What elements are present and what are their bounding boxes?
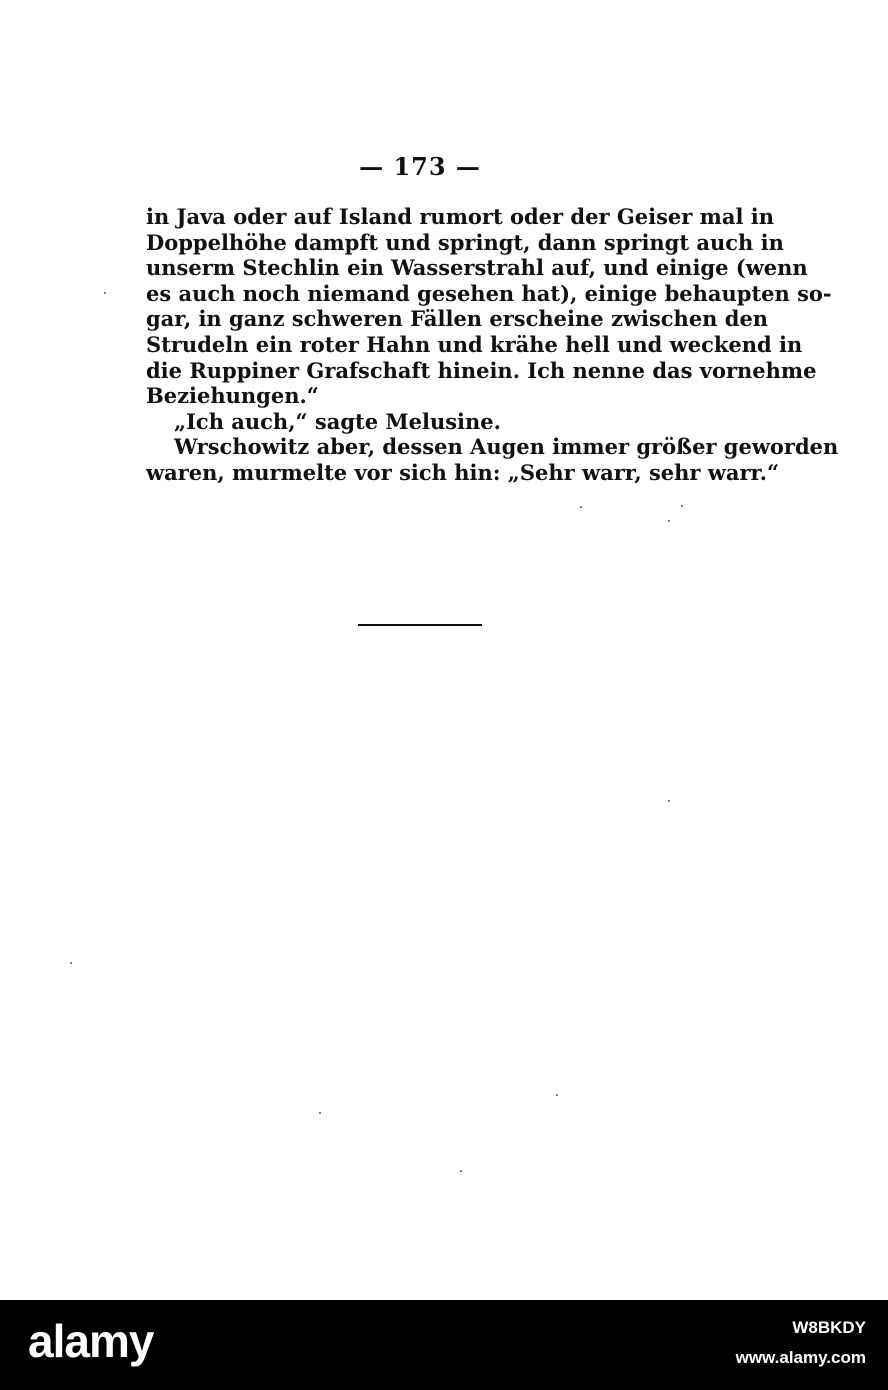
scan-speck <box>681 505 683 507</box>
scan-speck <box>319 1112 321 1114</box>
end-rule <box>358 624 482 626</box>
page-number: — 173 — <box>359 152 481 181</box>
alamy-logo: alamy <box>28 1315 154 1367</box>
scan-speck <box>460 1170 462 1172</box>
text-line: Strudeln ein roter Hahn und krähe hell und weckend in <box>146 331 803 357</box>
text-line: es auch noch niemand gesehen hat), einige behaupten so- <box>146 280 832 306</box>
text-line: die Ruppiner Grafschaft hinein. Ich nenne das vornehme <box>146 357 817 383</box>
body-text <box>146 204 839 486</box>
text-line: „Ich auch,“ sagte Melusine. <box>174 408 501 434</box>
image-id: W8BKDY <box>792 1318 866 1337</box>
scan-speck <box>668 800 670 802</box>
text-line: Wrschowitz aber, dessen Augen immer größer geworden <box>174 434 839 460</box>
text-line: gar, in ganz schweren Fällen erscheine zwischen den <box>146 306 769 332</box>
text-line: unserm Stechlin ein Wasserstrahl auf, und einige (wenn <box>146 255 808 281</box>
scan-speck <box>580 506 582 508</box>
text-line: waren, murmelte vor sich hin: „Sehr warr, sehr warr.“ <box>146 459 780 485</box>
scan-speck <box>70 962 72 964</box>
text-line: in Java oder auf Island rumort oder der Geiser mal in <box>146 204 775 229</box>
scan-speck <box>104 292 106 294</box>
text-line: Doppelhöhe dampft und springt, dann springt auch in <box>146 229 784 255</box>
watermark-bar <box>0 1300 888 1390</box>
scan-speck <box>556 1094 558 1096</box>
site-url: www.alamy.com <box>735 1348 866 1367</box>
scan-speck <box>668 520 670 522</box>
text-line: Beziehungen.“ <box>146 383 319 409</box>
